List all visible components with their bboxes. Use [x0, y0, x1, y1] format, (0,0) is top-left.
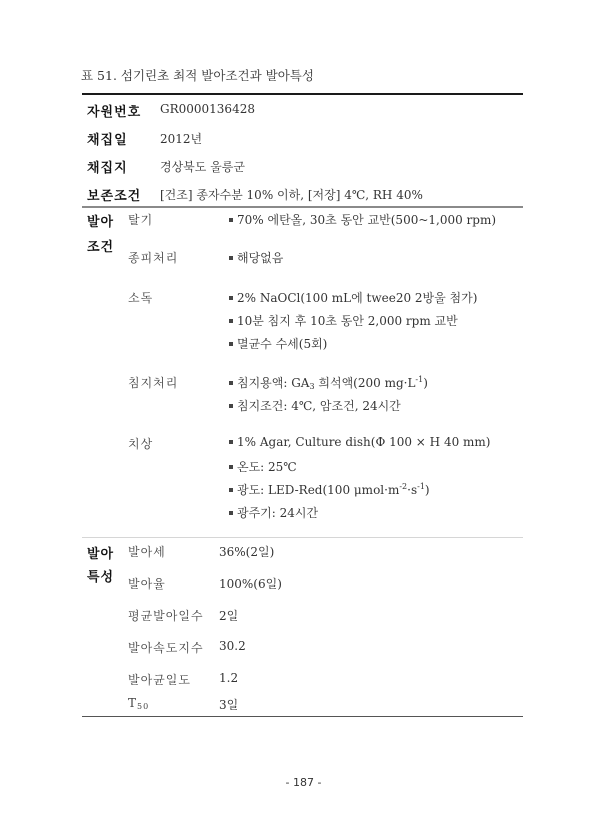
label-germination-conditions-1: 발아	[87, 215, 115, 230]
bullet-icon	[229, 342, 233, 346]
table-bottom-rule	[82, 716, 523, 717]
value-collection-site: 경상북도 울릉군	[160, 160, 245, 174]
char-value-germination-uniformity: 1.2	[219, 671, 239, 685]
step-degassing-item-1: 70% 에탄올, 30초 동안 교반(500~1,000 rpm)	[229, 211, 496, 228]
char-name-germination-rate: 발아율	[128, 577, 166, 591]
table-caption: 표 51. 섬기린초 최적 발아조건과 발아특성	[81, 68, 314, 83]
char-value-germination-speed-index: 30.2	[219, 639, 246, 653]
value-resource-number: GR0000136428	[160, 102, 255, 116]
section-rule-light	[82, 537, 523, 538]
bullet-icon	[229, 218, 233, 222]
char-name-t50: T50	[128, 696, 150, 711]
char-name-germination-uniformity: 발아균일도	[128, 673, 191, 687]
bullet-icon	[229, 511, 233, 515]
bullet-icon	[229, 465, 233, 469]
value-collection-date: 2012년	[160, 132, 203, 146]
char-value-t50: 3일	[219, 698, 239, 712]
step-soaking: 침지처리	[128, 376, 179, 390]
char-value-mean-germination-days: 2일	[219, 609, 239, 623]
char-name-germination-energy: 발아세	[128, 545, 166, 559]
bullet-icon	[229, 296, 233, 300]
char-name-mean-germination-days: 평균발아일수	[128, 609, 204, 623]
step-degassing: 탈기	[128, 213, 154, 227]
char-value-germination-energy: 36%(2일)	[219, 545, 275, 559]
step-soaking-item-1: 침지용액: GA3 희석액(200 $mg\cdot L^{-1}$)	[229, 374, 428, 391]
bullet-icon	[229, 381, 233, 385]
step-soaking-item-2: 침지조건: 4℃, 암조건, 24시간	[229, 397, 401, 414]
bullet-icon	[229, 256, 233, 260]
step-disinfection-item-1: 2% NaOCl(100 mL에 twee20 2방울 첨가)	[229, 289, 477, 306]
label-germination-characteristics-1: 발아	[87, 547, 115, 562]
bullet-icon	[229, 440, 233, 444]
step-disinfection-item-3: 멸균수 수세(5회)	[229, 335, 327, 352]
step-sowing-item-4: 광주기: 24시간	[229, 504, 318, 521]
label-germination-characteristics-2: 특성	[87, 570, 115, 585]
table-top-rule	[82, 93, 523, 95]
bullet-icon	[229, 319, 233, 323]
bullet-icon	[229, 404, 233, 408]
value-storage-condition: [건조] 종자수분 10% 이하, [저장] 4℃, RH 40%	[160, 188, 423, 202]
step-sowing-item-1: 1% Agar, Culture dish(Φ 100 × H 40 mm)	[229, 435, 490, 449]
step-sowing-item-2: 온도: 25℃	[229, 458, 297, 475]
label-resource-number: 자원번호	[87, 105, 142, 120]
char-value-germination-rate: 100%(6일)	[219, 577, 282, 591]
step-sowing: 치상	[128, 437, 154, 451]
label-germination-conditions-2: 조건	[87, 240, 115, 255]
label-collection-date: 채집일	[87, 133, 128, 148]
step-disinfection-item-2: 10분 침지 후 10초 동안 2,000 rpm 교반	[229, 312, 458, 329]
char-name-germination-speed-index: 발아속도지수	[128, 641, 204, 655]
step-disinfection: 소독	[128, 291, 154, 305]
page-number: - 187 -	[285, 776, 322, 789]
step-sowing-item-3: 광도: LED-Red(100 $\mu mol\cdot m^{-2}\cdot s^{-1}$)	[229, 481, 430, 498]
bullet-icon	[229, 488, 233, 492]
section-rule	[82, 206, 523, 208]
label-collection-site: 채집지	[87, 161, 128, 176]
step-seedcoat-treatment: 종피처리	[128, 251, 179, 265]
label-storage-condition: 보존조건	[87, 189, 142, 204]
step-seedcoat-item-1: 해당없음	[229, 249, 283, 266]
